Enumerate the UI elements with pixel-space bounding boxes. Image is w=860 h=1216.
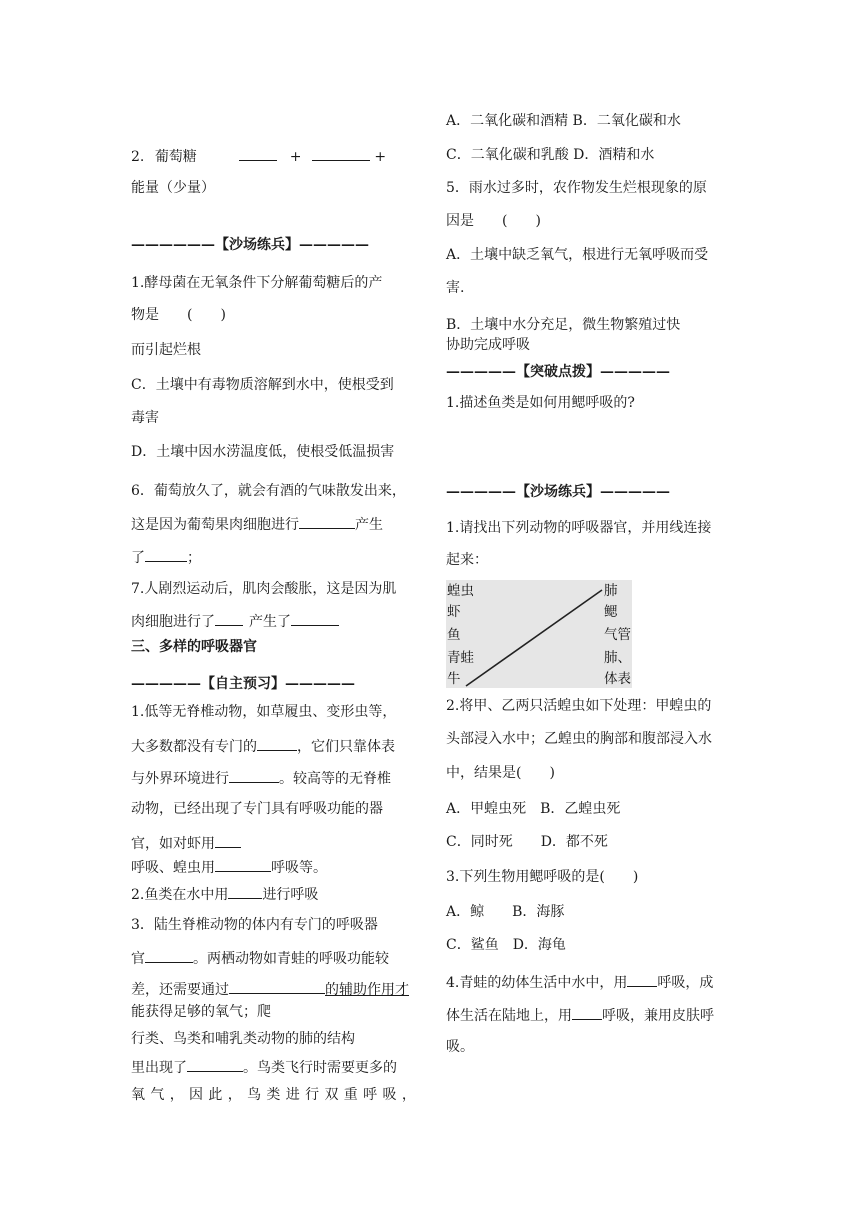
blank xyxy=(215,833,241,848)
blank xyxy=(215,857,271,872)
practice-3-options-cd: C．鲨鱼 D．海龟 xyxy=(446,937,566,953)
practice-3-line-1: 3.下列生物用鳃呼吸的是( ) xyxy=(446,869,639,885)
question-7-line-1: 7.人剧烈运动后，肌肉会酸胀，这是因为肌 xyxy=(131,581,397,597)
assist-text: 协助完成呼吸 xyxy=(446,337,530,353)
section-practice-heading: ——————【沙场练兵】————— xyxy=(131,237,369,253)
organ-label: 鳃 xyxy=(604,604,618,620)
practice-3-options-ab: A．鲸 B．海豚 xyxy=(446,904,565,920)
section-practice-heading-2: —————【沙场练兵】————— xyxy=(446,484,670,500)
question-5-line-2: 因是 ( ) xyxy=(446,213,541,229)
animal-label: 虾 xyxy=(447,604,461,620)
practice-2-line-2: 头部浸入水中；乙蝗虫的胸部和腹部浸入水 xyxy=(446,731,712,747)
blank xyxy=(291,611,339,626)
option-a-line-1: A．土壤中缺乏氧气，根进行无氧呼吸而受 xyxy=(446,247,709,263)
practice-1-line-1: 1.请找出下列动物的呼吸器官，并用线连接 xyxy=(446,520,712,536)
preview-1-line-5: 官，如对虾用 xyxy=(131,833,241,851)
blank xyxy=(229,979,325,994)
question-1-options-ab: A．二氧化碳和酒精 B．二氧化碳和水 xyxy=(446,113,681,129)
preview-1-line-2: 大多数都没有专门的 ，它们只靠体表 xyxy=(131,736,395,754)
animal-label: 牛 xyxy=(447,671,461,687)
question-7-line-2: 肉细胞进行了 产生了 xyxy=(131,611,339,629)
section-3-title: 三、多样的呼吸器官 xyxy=(131,639,257,655)
option-a-line-2: 害. xyxy=(446,280,465,296)
practice-4-line-2: 体生活在陆地上，用 呼吸，兼用皮肤呼 xyxy=(446,1005,714,1023)
option-c-line-2: 毒害 xyxy=(131,410,159,426)
preview-1-line-3: 与外界环境进行 。较高等的无脊椎 xyxy=(131,768,391,786)
preview-3-line-2: 官 。两栖动物如青蛙的呼吸功能较 xyxy=(131,948,389,966)
practice-2-line-1: 2.将甲、乙两只活蝗虫如下处理：甲蝗虫的 xyxy=(446,698,712,714)
practice-1-line-2: 起来： xyxy=(446,552,488,568)
breakthrough-1: 1.描述鱼类是如何用鳃呼吸的? xyxy=(446,395,635,411)
blank xyxy=(187,1057,243,1072)
blank xyxy=(257,736,297,751)
energy-text: 能量（少量） xyxy=(131,180,215,196)
blank xyxy=(239,146,277,161)
section-preview-heading: —————【自主预习】————— xyxy=(131,676,355,692)
blank xyxy=(215,611,243,626)
preview-1-line-1: 1.低等无脊椎动物，如草履虫、变形虫等， xyxy=(131,704,397,720)
blank xyxy=(228,884,262,899)
question-6-line-1: 6．葡萄放久了，就会有酒的气味散发出来， xyxy=(131,483,406,499)
organ-label: 体表 xyxy=(604,671,631,687)
practice-2-options-ab: A．甲蝗虫死 B．乙蝗虫死 xyxy=(446,801,621,817)
option-c-line-1: C．土壤中有毒物质溶解到水中，使根受到 xyxy=(131,377,394,393)
question-1-line-1: 1.酵母菌在无氧条件下分解葡萄糖后的产 xyxy=(131,275,383,291)
question-1-options-cd: C．二氧化碳和乳酸 D．酒精和水 xyxy=(446,147,655,163)
matching-diagram xyxy=(446,580,632,688)
option-b: B．土壤中水分充足，微生物繁殖过快 xyxy=(446,317,681,333)
preview-3-line-3: 差，还需要通过 的辅助作用才 xyxy=(131,979,409,997)
section-breakthrough-heading: —————【突破点拨】————— xyxy=(446,364,670,380)
connector-line xyxy=(466,590,602,686)
option-b-continued: 而引起烂根 xyxy=(131,342,201,358)
preview-3-line-5: 行类、鸟类和哺乳类动物的肺的结构 xyxy=(131,1031,355,1047)
preview-3-line-1: 3．陆生脊椎动物的体内有专门的呼吸器 xyxy=(131,917,378,933)
organ-label: 肺 xyxy=(604,583,618,599)
glucose-equation: 2. 葡萄糖 + + xyxy=(131,146,386,164)
question-6-line-2: 这是因为葡萄果肉细胞进行 产生 xyxy=(131,514,383,532)
blank xyxy=(627,972,657,987)
question-5-line-1: 5．雨水过多时，农作物发生烂根现象的原 xyxy=(446,180,707,196)
question-6-line-3: 了 ； xyxy=(131,547,201,565)
blank xyxy=(572,1005,602,1020)
animal-label: 鱼 xyxy=(447,627,461,643)
animal-label: 蝗虫 xyxy=(447,583,474,599)
practice-4-line-1: 4.青蛙的幼体生活中水中，用 呼吸，成 xyxy=(446,972,713,990)
blank xyxy=(229,768,279,783)
blank xyxy=(312,146,370,161)
practice-2-options-cd: C．同时死 D．都不死 xyxy=(446,834,608,850)
preview-1-line-6: 呼吸、蝗虫用 呼吸等。 xyxy=(131,857,327,875)
option-d: D．土壤中因水涝温度低，使根受低温损害 xyxy=(131,444,395,460)
preview-3-line-4: 能获得足够的氧气；爬 xyxy=(131,1004,271,1020)
blank xyxy=(145,948,193,963)
animal-label: 青蛙 xyxy=(447,650,474,666)
question-1-line-2: 物是 ( ) xyxy=(131,307,226,323)
organ-label: 肺、 xyxy=(604,650,631,666)
organ-label: 气管 xyxy=(604,627,631,643)
preview-3-line-7: 氧 气 ， 因 此 ， 鸟 类 进 行 双 重 呼 吸 ， xyxy=(131,1087,416,1103)
blank xyxy=(299,514,355,529)
practice-4-line-3: 吸。 xyxy=(446,1039,474,1055)
preview-1-line-4: 动物，已经出现了专门具有呼吸功能的器 xyxy=(131,801,383,817)
practice-2-line-3: 中，结果是( ) xyxy=(446,765,555,781)
preview-3-line-6: 里出现了 。鸟类飞行时需要更多的 xyxy=(131,1057,397,1075)
blank xyxy=(145,547,187,562)
preview-2: 2.鱼类在水中用 进行呼吸 xyxy=(131,884,318,902)
